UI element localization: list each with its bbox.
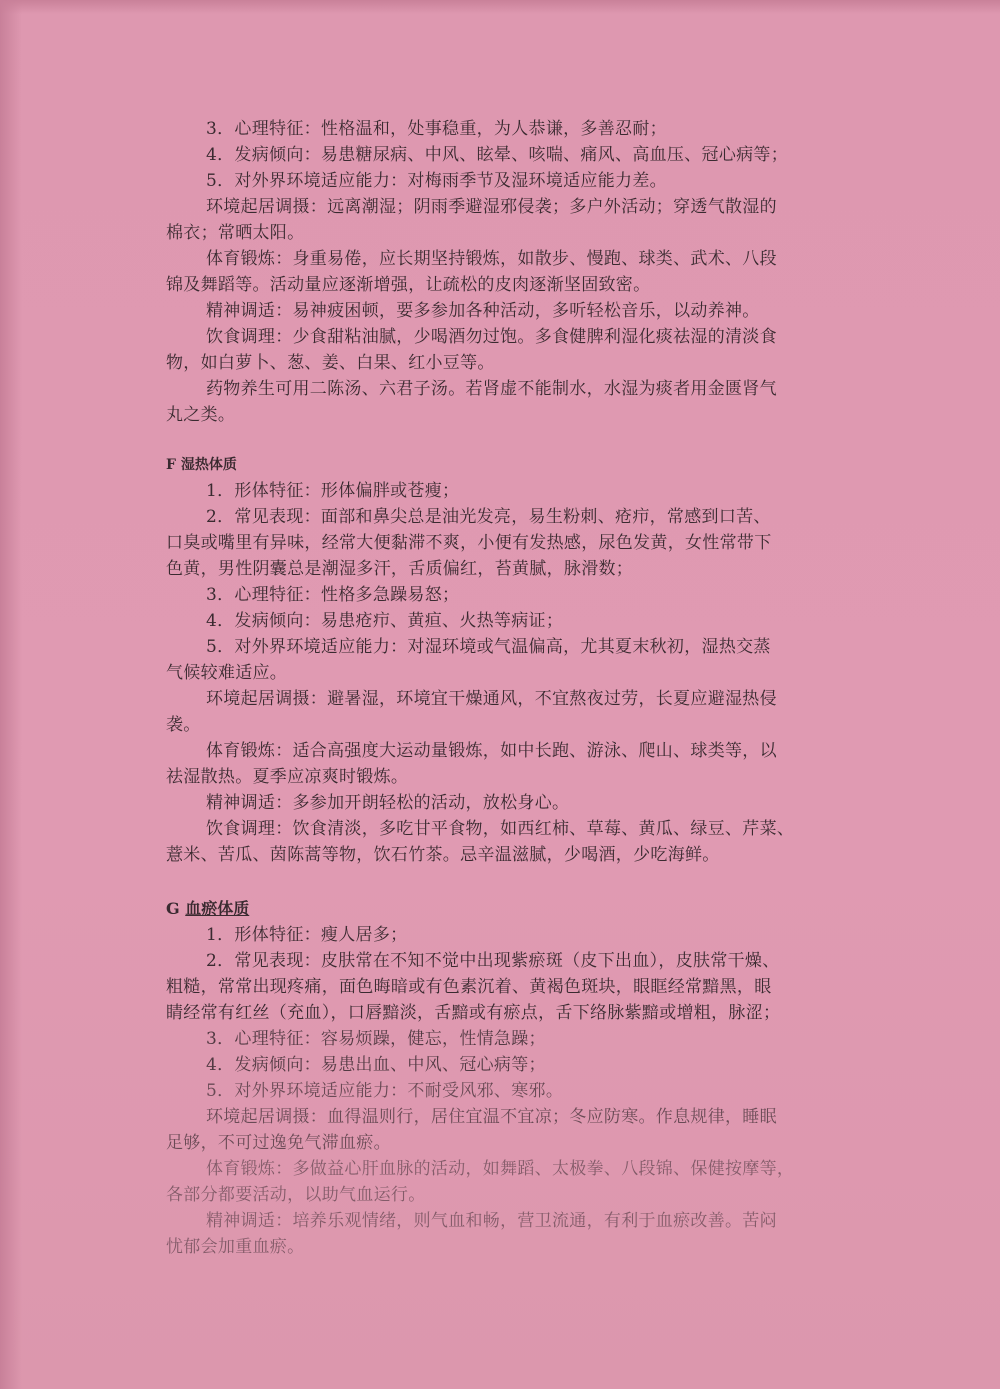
text-line: 色黄，男性阴囊总是潮湿多汗，舌质偏红，苔黄腻，脉滑数； bbox=[166, 559, 634, 579]
text-line: 锦及舞蹈等。活动量应逐渐增强，让疏松的皮肉逐渐坚固致密。 bbox=[166, 275, 651, 295]
text-line: 精神调适：易神疲困顿，要多参加各种活动，多听轻松音乐，以动养神。 bbox=[206, 301, 760, 321]
text-line: 环境起居调摄：避暑湿，环境宜干燥通风，不宜熬夜过劳，长夏应避湿热侵 bbox=[206, 689, 777, 709]
text-line: 2．常见表现：面部和鼻尖总是油光发亮，易生粉刺、疮疖，常感到口苦、 bbox=[206, 507, 771, 527]
text-line: 粗糙，常常出现疼痛，面色晦暗或有色素沉着、黄褐色斑块，眼眶经常黯黑，眼 bbox=[166, 977, 772, 997]
text-line: 饮食调理：饮食清淡，多吃甘平食物，如西红柿、草莓、黄瓜、绿豆、芹菜、 bbox=[206, 819, 795, 839]
text-line: 3．心理特征：容易烦躁，健忘，性情急躁； bbox=[206, 1029, 546, 1049]
text-line: 药物养生可用二陈汤、六君子汤。若肾虚不能制水，水湿为痰者用金匮肾气 bbox=[206, 379, 777, 399]
text-line: 丸之类。 bbox=[166, 405, 236, 425]
section-damp-heat bbox=[166, 478, 866, 868]
text-line: 1．形体特征：瘦人居多； bbox=[206, 925, 408, 945]
text-line: 体育锻炼：多做益心肝血脉的活动，如舞蹈、太极拳、八段锦、保健按摩等， bbox=[206, 1159, 795, 1179]
text-line: 祛湿散热。夏季应凉爽时锻炼。 bbox=[166, 767, 409, 787]
page-shadow-top bbox=[0, 0, 1000, 14]
text-line: 4．发病倾向：易患出血、中风、冠心病等； bbox=[206, 1055, 546, 1075]
text-line: 薏米、苦瓜、茵陈蒿等物，饮石竹茶。忌辛温滋腻，少喝酒，少吃海鲜。 bbox=[166, 845, 720, 865]
text-line: 棉衣；常晒太阳。 bbox=[166, 223, 305, 243]
text-line: 2．常见表现：皮肤常在不知不觉中出现紫瘀斑（皮下出血），皮肤常干燥、 bbox=[206, 951, 780, 971]
text-line: 4．发病倾向：易患疮疖、黄疸、火热等病证； bbox=[206, 611, 564, 631]
text-line: 4．发病倾向：易患糖尿病、中风、眩晕、咳喘、痛风、高血压、冠心病等； bbox=[206, 145, 789, 165]
page-shadow-left bbox=[0, 0, 22, 1389]
section-heading-blood-stasis bbox=[166, 896, 866, 922]
section-heading-title: 血瘀体质 bbox=[185, 899, 250, 918]
text-line: 体育锻炼：身重易倦，应长期坚持锻炼，如散步、慢跑、球类、武术、八段 bbox=[206, 249, 777, 269]
text-line: 饮食调理：少食甜粘油腻，少喝酒勿过饱。多食健脾利湿化痰祛湿的清淡食 bbox=[206, 327, 777, 347]
text-line: 足够，不可过逸免气滞血瘀。 bbox=[166, 1133, 391, 1153]
section-heading-damp-heat: F 湿热体质 bbox=[166, 457, 237, 473]
text-line: 精神调适：培养乐观情绪，则气血和畅，营卫流通，有利于血瘀改善。苦闷 bbox=[206, 1211, 777, 1231]
text-line: 5．对外界环境适应能力：对梅雨季节及湿环境适应能力差。 bbox=[206, 171, 667, 191]
section-heading-letter: G bbox=[166, 899, 186, 918]
text-line: 口臭或嘴里有异味，经常大便黏滞不爽，小便有发热感，尿色发黄，女性常带下 bbox=[166, 533, 772, 553]
text-line: 精神调适：多参加开朗轻松的活动，放松身心。 bbox=[206, 793, 570, 813]
text-line: 5．对外界环境适应能力：对湿环境或气温偏高，尤其夏末秋初，湿热交蒸 bbox=[206, 637, 771, 657]
section-phlegm-damp-continued bbox=[166, 116, 866, 428]
text-line: 环境起居调摄：远离潮湿；阴雨季避湿邪侵袭；多户外活动；穿透气散湿的 bbox=[206, 197, 777, 217]
text-line: 3．心理特征：性格温和，处事稳重，为人恭谦，多善忍耐； bbox=[206, 119, 667, 139]
text-line: 环境起居调摄：血得温则行，居住宜温不宜凉；冬应防寒。作息规律，睡眠 bbox=[206, 1107, 777, 1127]
text-line: 体育锻炼：适合高强度大运动量锻炼，如中长跑、游泳、爬山、球类等，以 bbox=[206, 741, 777, 761]
text-line: 睛经常有红丝（充血），口唇黯淡，舌黯或有瘀点，舌下络脉紫黯或增粗，脉涩； bbox=[166, 1003, 781, 1023]
text-line: 忧郁会加重血瘀。 bbox=[166, 1237, 305, 1257]
text-line: 各部分都要活动，以助气血运行。 bbox=[166, 1185, 426, 1205]
text-line: 物，如白萝卜、葱、姜、白果、红小豆等。 bbox=[166, 353, 495, 373]
text-line: 3．心理特征：性格多急躁易怒； bbox=[206, 585, 460, 605]
section-blood-stasis bbox=[166, 922, 866, 1260]
text-line: 气候较难适应。 bbox=[166, 663, 288, 683]
document-body bbox=[166, 116, 866, 1260]
text-line: 5．对外界环境适应能力：不耐受风邪、寒邪。 bbox=[206, 1081, 564, 1101]
text-line: 1．形体特征：形体偏胖或苍瘦； bbox=[206, 481, 460, 501]
text-line: 袭。 bbox=[166, 715, 201, 735]
